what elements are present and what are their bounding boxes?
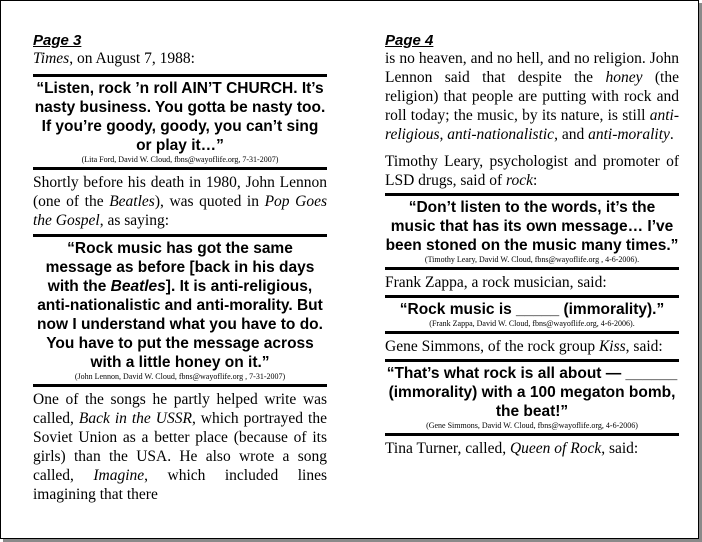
page-3-label: Page 3 — [33, 32, 82, 49]
leary-citation: (Timothy Leary, David W. Cloud, fbns@wayoflife.org , 4-6-2006). — [424, 255, 640, 264]
lennon-quote: “Rock music has got the same message as before [back in his days with the Beatles]. It is anti-religious, anti-nationalistic and anti-morality. But now I understand what you have to do. You have to put the message across with a little honey on it.” — [37, 240, 323, 371]
leary-intro-paragraph: Timothy Leary, psychologist and promoter of LSD drugs, said of rock: — [385, 153, 679, 189]
page-4-column — [385, 32, 679, 458]
lennon-intro-paragraph: Shortly before his death in 1980, John Lennon (one of the Beatles), was quoted in Pop Goes the Gospel, as saying: — [33, 174, 328, 229]
turner-intro-paragraph: Tina Turner, called, Queen of Rock, said: — [385, 440, 639, 457]
times-title: Times — [33, 50, 70, 67]
leary-quote: “Don’t listen to the words, it’s the music that has its own message… I’ve been stoned on the music many times.” — [385, 199, 679, 254]
lita-ford-quote: “Listen, rock ’n roll AIN’T CHURCH. It’s nasty business. You gotta be nasty too. If you’re goody, goody, you can’t sing or play it…” — [34, 80, 326, 154]
page-4-label: Page 4 — [385, 32, 434, 49]
zappa-intro-paragraph: Frank Zappa, a rock musician, said: — [385, 274, 607, 291]
page-3-intro — [33, 49, 327, 68]
lita-ford-citation: (Lita Ford, David W. Cloud, fbns@wayoflife.org, 7-31-2007) — [81, 155, 279, 164]
lennon-continuation-paragraph: is no heaven, and no hell, and no religion. John Lennon said that despite the honey (the religion) that people are putting with rock and roll today; the music, by its nature, is still anti-religious, anti-nationalistic, and anti-morality. — [385, 50, 679, 143]
simmons-quote: “That’s what rock is all about — ______ (immorality) with a 100 megaton bomb, the beat!” — [386, 365, 678, 420]
lennon-songs-paragraph: One of the songs he partly helped write was called, Back in the USSR, which portrayed the Soviet Union as a better place (because of its girls) than the USA. He also wrote a song called, Imagine, which included lines imagining that there — [33, 391, 327, 503]
zappa-quote-block — [385, 295, 679, 334]
zappa-citation: (Frank Zappa, David W. Cloud, fbns@wayoflife.org, 4-6-2006). — [429, 319, 635, 328]
zappa-quote: “Rock music is _____ (immorality).” — [399, 301, 665, 318]
simmons-citation: (Gene Simmons, David W. Cloud, fbns@wayoflife.org, 4-6-2006) — [426, 421, 638, 430]
simmons-intro-paragraph: Gene Simmons, of the rock group Kiss, said: — [385, 338, 663, 355]
lennon-quote-block — [33, 234, 327, 387]
simmons-quote-block — [385, 359, 679, 436]
lennon-citation: (John Lennon, David W. Cloud, fbns@wayoflife.org , 7-31-2007) — [74, 372, 286, 381]
lita-ford-quote-block — [33, 74, 327, 170]
intro-text: , on August 7, 1988: — [69, 50, 195, 67]
leary-quote-block — [385, 193, 679, 270]
page-3-column — [33, 32, 327, 504]
